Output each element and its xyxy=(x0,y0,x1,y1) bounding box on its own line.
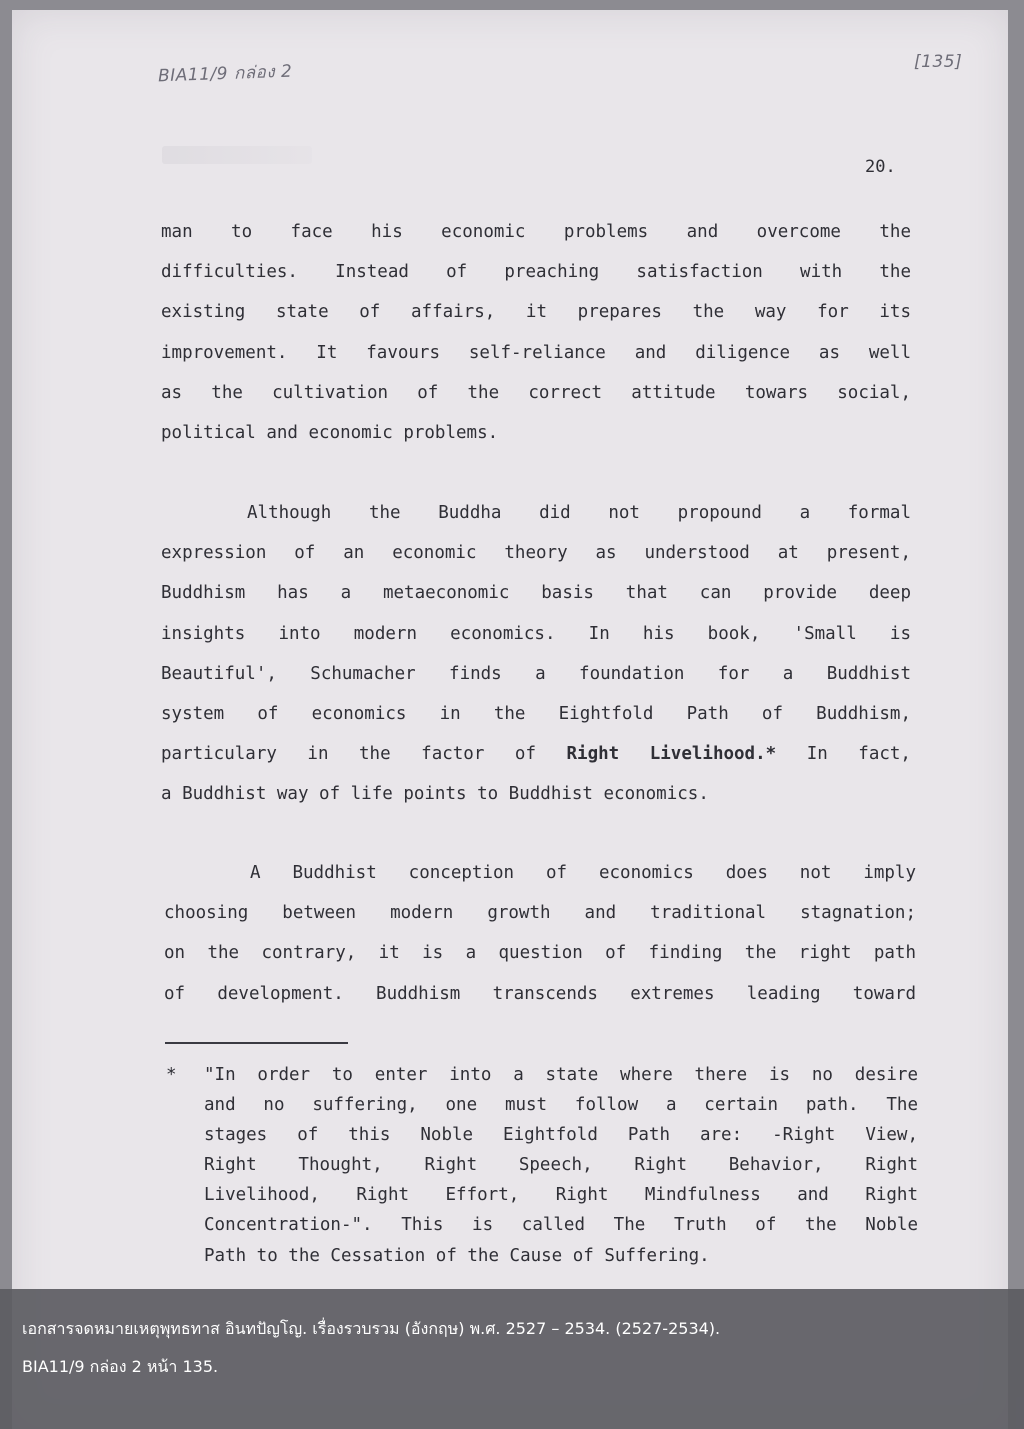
paragraph-1 xyxy=(161,220,911,461)
caption-title: เอกสารจดหมายเหตุพุทธทาส อินทปัญโญ. เรื่องรวบรวม (อังกฤษ) พ.ศ. 2527 – 2534. (2527-2534). xyxy=(22,1319,721,1338)
text-line: political and economic problems. xyxy=(161,422,499,443)
footnote-line: Concentration-". This is called The Truth of the Noble xyxy=(204,1215,918,1236)
footnote-line: Path to the Cessation of the Cause of Suffering. xyxy=(204,1245,710,1266)
archive-caption-bar xyxy=(0,1289,1024,1429)
footnote-body xyxy=(204,1063,918,1274)
footnote-line: "In order to enter into a state where there is no desire xyxy=(204,1065,918,1085)
paragraph-3 xyxy=(164,861,916,1022)
handwritten-archive-ref: BIA11/9 กล่อง 2 xyxy=(157,61,293,87)
text-line: Buddhism has a metaeconomic basis that can provide deep xyxy=(161,583,911,604)
paragraph-2 xyxy=(161,501,911,823)
faded-stamp xyxy=(162,146,312,164)
text-line: improvement. It favours self-reliance and diligence as well xyxy=(161,342,911,363)
text-line-with-emphasis xyxy=(161,742,911,782)
text-line: man to face his economic problems and overcome the xyxy=(161,222,911,242)
text-line: as the cultivation of the correct attitude towars social, xyxy=(161,382,911,403)
text-segment: In fact, xyxy=(806,744,911,765)
footnote-divider xyxy=(165,1042,348,1044)
text-line: system of economics in the Eightfold Path of Buddhism, xyxy=(161,703,911,724)
footnote-marker: * xyxy=(166,1065,177,1085)
text-line: existing state of affairs, it prepares the way for its xyxy=(161,302,911,323)
text-line: a Buddhist way of life points to Buddhist economics. xyxy=(161,784,709,805)
handwritten-page-ref: [135] xyxy=(914,52,963,72)
footnote xyxy=(166,1063,918,1274)
text-line: Although the Buddha did not propound a formal xyxy=(247,503,911,523)
text-line: A Buddhist conception of economics does not imply xyxy=(250,863,916,883)
page-number: 20. xyxy=(865,157,896,177)
emphasis-right-livelihood: Right Livelihood.* xyxy=(566,744,777,765)
caption-reference: BIA11/9 กล่อง 2 หน้า 135. xyxy=(22,1357,219,1376)
footnote-line: stages of this Noble Eightfold Path are: -Right View, xyxy=(204,1125,918,1146)
text-line: expression of an economic theory as understood at present, xyxy=(161,543,911,564)
text-line: on the contrary, it is a question of finding the right path xyxy=(164,943,916,964)
footnote-line: and no suffering, one must follow a certain path. The xyxy=(204,1095,918,1116)
text-line: choosing between modern growth and traditional stagnation; xyxy=(164,903,916,924)
text-line: insights into modern economics. In his book, 'Small is xyxy=(161,623,911,644)
footnote-line: Livelihood, Right Effort, Right Mindfulness and Right xyxy=(204,1185,918,1206)
footnote-line: Right Thought, Right Speech, Right Behavior, Right xyxy=(204,1155,918,1176)
text-line: Beautiful', Schumacher finds a foundation for a Buddhist xyxy=(161,663,911,684)
text-segment: particulary in the factor of xyxy=(161,744,536,765)
text-line: of development. Buddhism transcends extremes leading toward xyxy=(164,983,916,1004)
text-line: difficulties. Instead of preaching satisfaction with the xyxy=(161,262,911,283)
